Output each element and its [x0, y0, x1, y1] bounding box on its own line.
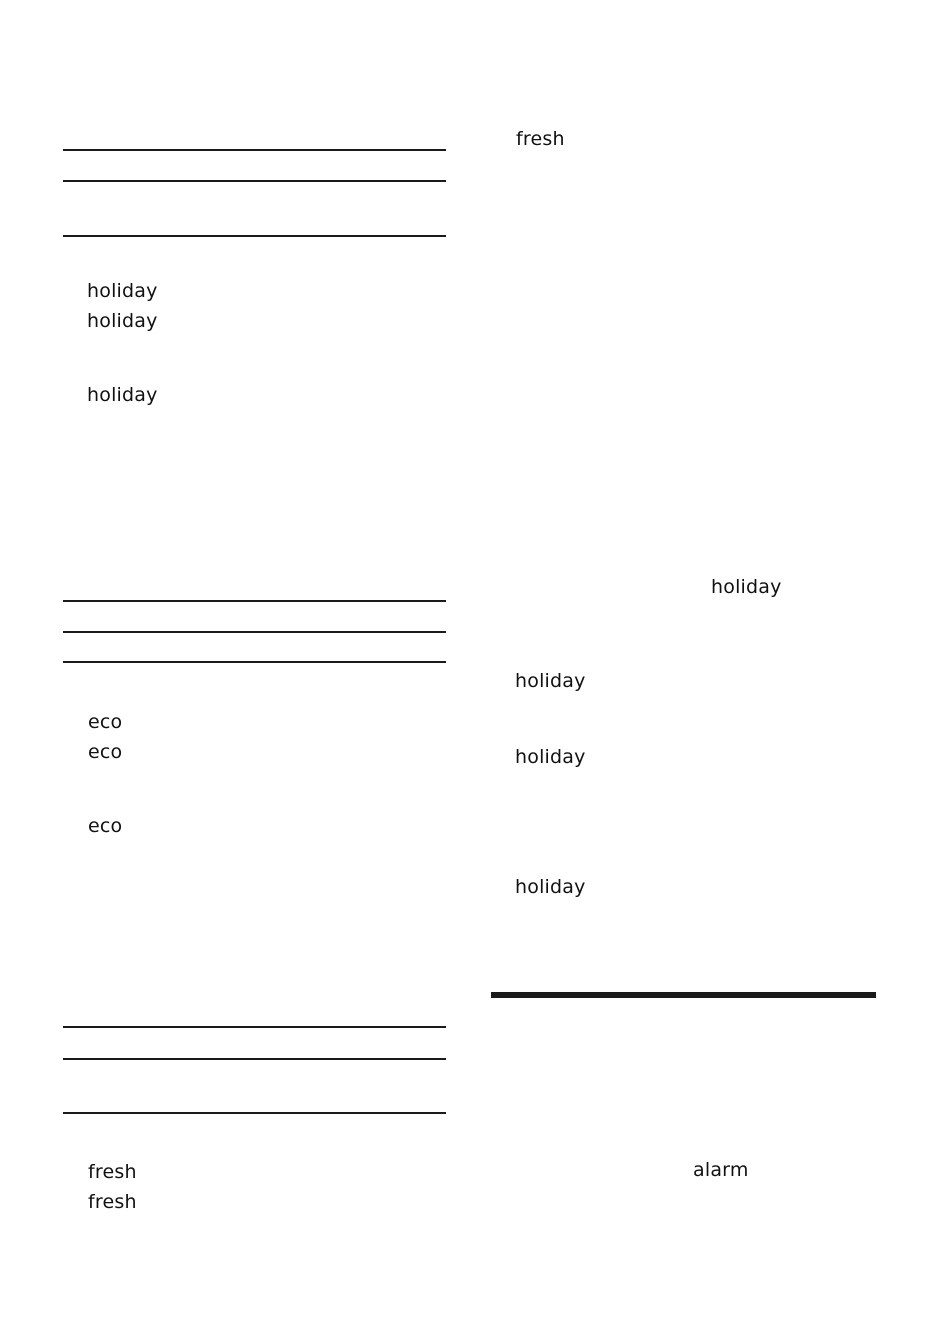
holiday-step-2: holiday [87, 310, 158, 332]
table-rule-eco-header [63, 631, 446, 633]
section-divider-heavy [491, 992, 876, 998]
table-rule-fresh-header [63, 1058, 446, 1060]
eco-step-3: eco [88, 815, 123, 837]
fresh-step-1: fresh [88, 1161, 137, 1183]
fresh-step-2: fresh [88, 1191, 137, 1213]
right-holiday-line-1: holiday [515, 670, 586, 692]
table-rule-fresh-top [63, 1026, 446, 1028]
table-rule-eco-bottom [63, 661, 446, 663]
table-rule-fresh-bottom [63, 1112, 446, 1114]
right-holiday-line-2: holiday [515, 746, 586, 768]
eco-step-1: eco [88, 711, 123, 733]
holiday-step-3: holiday [87, 384, 158, 406]
right-holiday-line-3: holiday [515, 876, 586, 898]
table-rule-holiday-top [63, 149, 446, 151]
table-rule-holiday-header [63, 180, 446, 182]
holiday-step-1: holiday [87, 280, 158, 302]
right-holiday-inline: holiday [711, 576, 782, 598]
table-rule-eco-top [63, 600, 446, 602]
right-fresh-word: fresh [516, 128, 565, 150]
right-alarm-inline: alarm [693, 1159, 749, 1181]
table-rule-holiday-bottom [63, 235, 446, 237]
eco-step-2: eco [88, 741, 123, 763]
